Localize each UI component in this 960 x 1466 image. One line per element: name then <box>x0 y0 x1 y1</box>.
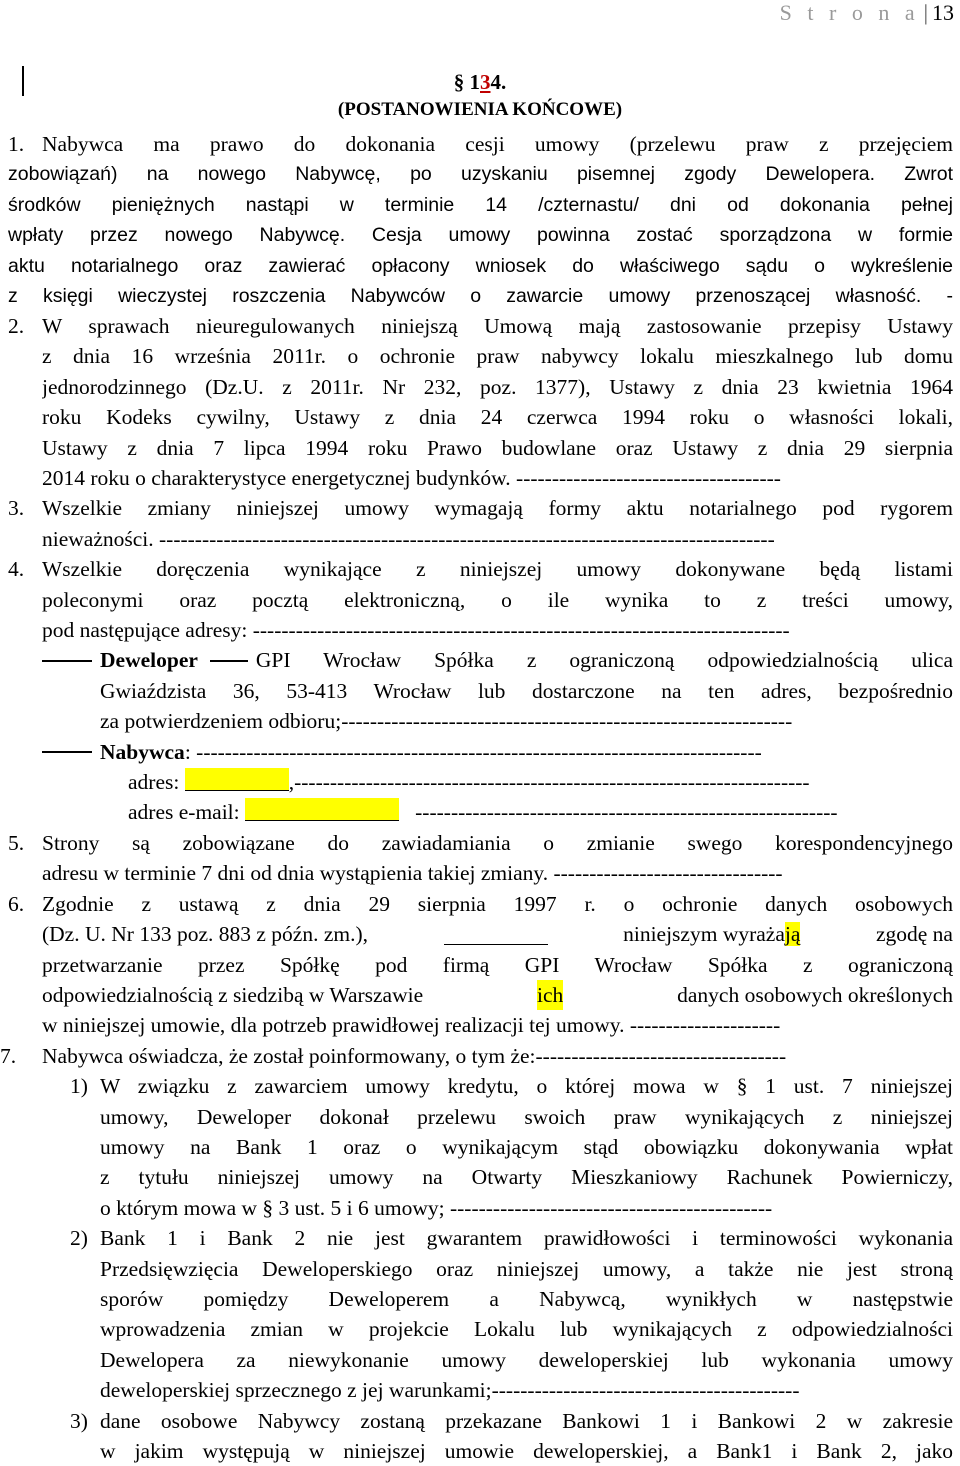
consent-text <box>623 919 800 949</box>
text-line: aktu notarialnego oraz zawierać opłacony wniosek do właściwego sądu o wykreślenie <box>8 254 953 277</box>
text-line: z księgi wieczystej roszczenia Nabywców o zawarcie umowy przenoszącej własność. - <box>8 284 953 307</box>
item-number: 1. <box>8 132 25 156</box>
subitem-3 <box>100 1406 953 1466</box>
header-separator: | <box>923 0 928 25</box>
page-label: S t r o n a <box>779 0 920 25</box>
highlighted-text: ich <box>537 980 563 1010</box>
text-line: w niniejszej umowie, dla potrzeb prawidłowej realizacji tej umowy. --------------------- <box>42 1013 781 1038</box>
text-line: Dewelopera za niewykonanie umowy deweloperskiej lub wykonania umowy <box>100 1347 953 1372</box>
section-sign: § <box>453 70 465 94</box>
highlighted-text: ją <box>784 922 801 947</box>
text-line: Wszelkie zmiany niniejszej umowy wymagają formy aktu notarialnego pod rygorem <box>42 496 953 521</box>
item-1-continued <box>8 159 953 311</box>
text-line: wpłaty przez nowego Nabywcę. Cesja umowy powinna zostać sporządzona w formie <box>8 224 953 247</box>
text-fragment: danych osobowych określonych <box>677 982 953 1007</box>
section-title: (POSTANOWIENIA KOŃCOWE) <box>337 99 623 120</box>
text-line: Bank 1 i Bank 2 nie jest gwarantem prawidłowości i terminowości wykonania <box>100 1226 953 1251</box>
item-number: 7. <box>0 1043 17 1068</box>
text-line: nieważności. -------------------------------------------------------------------------------------- <box>42 526 775 551</box>
text-fragment: zgodę na <box>875 922 953 947</box>
text-line: Strony są zobowiązane do zawiadamiania o zmianie swego korespondencyjnego <box>42 831 953 855</box>
text-line: Przedsięwzięcia Deweloperskiego oraz niniejszej umowy, a także nie jest stroną <box>100 1256 953 1281</box>
text-line: z tytułu niniejszej umowy na Otwarty Mieszkaniowy Rachunek Powierniczy, <box>100 1165 953 1190</box>
buyer-address <box>100 737 953 767</box>
text-line: Nabywca oświadcza, że został poinformowany, o tym że:----------------------------------- <box>42 1043 787 1068</box>
text-line: Gwiaździsta 36, 53-413 Wrocław lub dostarczone na ten adres, bezpośrednio <box>100 678 953 703</box>
text-line: Ustawy z dnia 7 lipca 1994 roku Prawo budowlane oraz Ustawy z dnia 29 sierpnia <box>42 435 953 460</box>
item-6-paragraph <box>42 889 953 1041</box>
section-number-new: 4. <box>490 70 507 94</box>
text-line: pod następujące adresy: --------------------------------------------------------------------------- <box>42 617 790 642</box>
text-line: jednorodzinnego (Dz.U. z 2011r. Nr 232, poz. 1377), Ustawy z dnia 23 kwietnia 1964 <box>42 374 953 399</box>
email-rest: ----------------------------------------------------------- <box>415 800 838 825</box>
developer-label: Deweloper <box>100 648 198 673</box>
text-fragment: niniejszym wyraża <box>623 922 785 947</box>
section-number-old-1: 1 <box>469 70 480 94</box>
email-blank[interactable] <box>245 798 399 821</box>
page-header <box>780 0 954 26</box>
subitem-number: 3) <box>70 1408 88 1433</box>
item-1-paragraph <box>42 129 953 159</box>
item-3-paragraph <box>42 493 953 554</box>
item-2-paragraph <box>42 311 953 493</box>
developer-address <box>100 645 953 736</box>
text-line: umowy, Deweloper dokonał przelewu swoich praw wynikających z niniejszej <box>100 1104 953 1129</box>
text-line: W sprawach nieuregulowanych niniejszą Umową mają zastosowanie przepisy Ustawy <box>42 314 953 338</box>
text-line: w jakim występują w niniejszej umowie deweloperskiej, a Bank1 i Bank 2, jako <box>100 1438 953 1463</box>
text-line <box>42 980 953 1010</box>
developer-line <box>100 645 953 675</box>
text-line: adresu w terminie 7 dni od dnia wystąpienia takiej zmiany. -------------------------------- <box>42 861 783 886</box>
text-line: przetwarzanie przez Spółkę pod firmą GPI Wrocław Spółka z ograniczoną <box>42 952 953 977</box>
item-number: 6. <box>8 891 25 916</box>
text-fragment: odpowiedzialnością z siedzibą w Warszawie <box>42 982 424 1007</box>
item-7-intro <box>42 1041 953 1071</box>
text-line: Nabywca ma prawo do dokonania cesji umowy (przelewu praw z przejęciem <box>42 132 953 156</box>
text-line: zobowiązań) na nowego Nabywcę, po uzyskaniu pisemnej zgody Dewelopera. Zwrot <box>8 163 953 186</box>
buyer-rest: : ------------------------------------------------------------------------------- <box>184 739 762 764</box>
subitem-number: 2) <box>70 1226 88 1251</box>
item-number: 5. <box>8 831 25 855</box>
dash-bullet <box>42 751 92 753</box>
address-line <box>128 767 953 797</box>
subitem-2 <box>100 1223 953 1405</box>
text-line: W związku z zawarciem umowy kredytu, o której mowa w § 1 ust. 7 niniejszej <box>100 1074 953 1099</box>
subitem-1 <box>100 1071 953 1223</box>
item-5-paragraph <box>42 828 953 889</box>
text-line: z dnia 16 września 2011r. o ochronie praw nabywcy lokalu mieszkalnego lub domu <box>42 344 953 369</box>
section-number-old-2: 3 <box>480 70 491 94</box>
page-number: 13 <box>932 0 954 25</box>
text-line: o którym mowa w § 3 ust. 5 i 6 umowy; --------------------------------------------- <box>100 1195 773 1220</box>
text-line: 2014 roku o charakterystyce energetycznej budynków. ------------------------------------- <box>42 465 781 490</box>
dash-bullet <box>42 660 92 662</box>
text-fragment: (Dz. U. Nr 133 poz. 883 z późn. zm.), <box>42 922 368 947</box>
text-line: sporów pomiędzy Deweloperem a Nabywcą, wynikłych w następstwie <box>100 1286 953 1311</box>
item-number: 4. <box>8 557 25 582</box>
buyer-address-field <box>128 767 953 828</box>
address-label: adres: <box>128 770 180 794</box>
text-line: dane osobowe Nabywcy zostaną przekazane Bankowi 1 i Bankowi 2 w zakresie <box>100 1408 953 1433</box>
item-number: 3. <box>8 496 25 521</box>
text-line: wprowadzenia zmian w projekcie Lokalu lub wynikających z odpowiedzialności <box>100 1317 953 1342</box>
dash-separator <box>210 660 248 662</box>
text-line: Wszelkie doręczenia wynikające z niniejszej umowy dokonywane będą listami <box>42 557 953 582</box>
address-rest: ,------------------------------------------------------------------------ <box>288 770 810 794</box>
item-number: 2. <box>8 314 25 338</box>
email-label: adres e-mail: <box>128 800 240 825</box>
name-blank[interactable] <box>444 922 548 945</box>
text-line: poleconymi oraz pocztą elektroniczną, o ile wynika to z treści umowy, <box>42 587 953 612</box>
text-line: roku Kodeks cywilny, Ustawy z dnia 24 czerwca 1994 roku o własności lokali, <box>42 405 953 430</box>
buyer-line <box>100 737 953 767</box>
text-line: deweloperskiej sprzecznego z jej warunkami;------------------------------------------- <box>100 1378 800 1403</box>
subitem-number: 1) <box>70 1074 88 1099</box>
consent-line <box>42 919 953 949</box>
text-line: Zgodnie z ustawą z dnia 29 sierpnia 1997 r. o ochronie danych osobowych <box>42 891 953 916</box>
text-line: środków pieniężnych nastąpi w terminie 14 /czternastu/ dni od dokonania pełnej <box>8 193 953 216</box>
text-line: umowy na Bank 1 oraz o wynikającym stąd obowiązku dokonywania wpłat <box>100 1134 953 1159</box>
buyer-label: Nabywca <box>100 739 185 764</box>
email-line <box>128 797 953 827</box>
text-line: za potwierdzeniem odbioru;--------------------------------------------------------------- <box>100 709 793 734</box>
section-number <box>0 70 960 95</box>
text-line: GPI Wrocław Spółka z ograniczoną odpowiedzialnością ulica <box>255 648 953 673</box>
item-4-paragraph <box>42 554 953 645</box>
address-blank[interactable] <box>185 768 289 791</box>
